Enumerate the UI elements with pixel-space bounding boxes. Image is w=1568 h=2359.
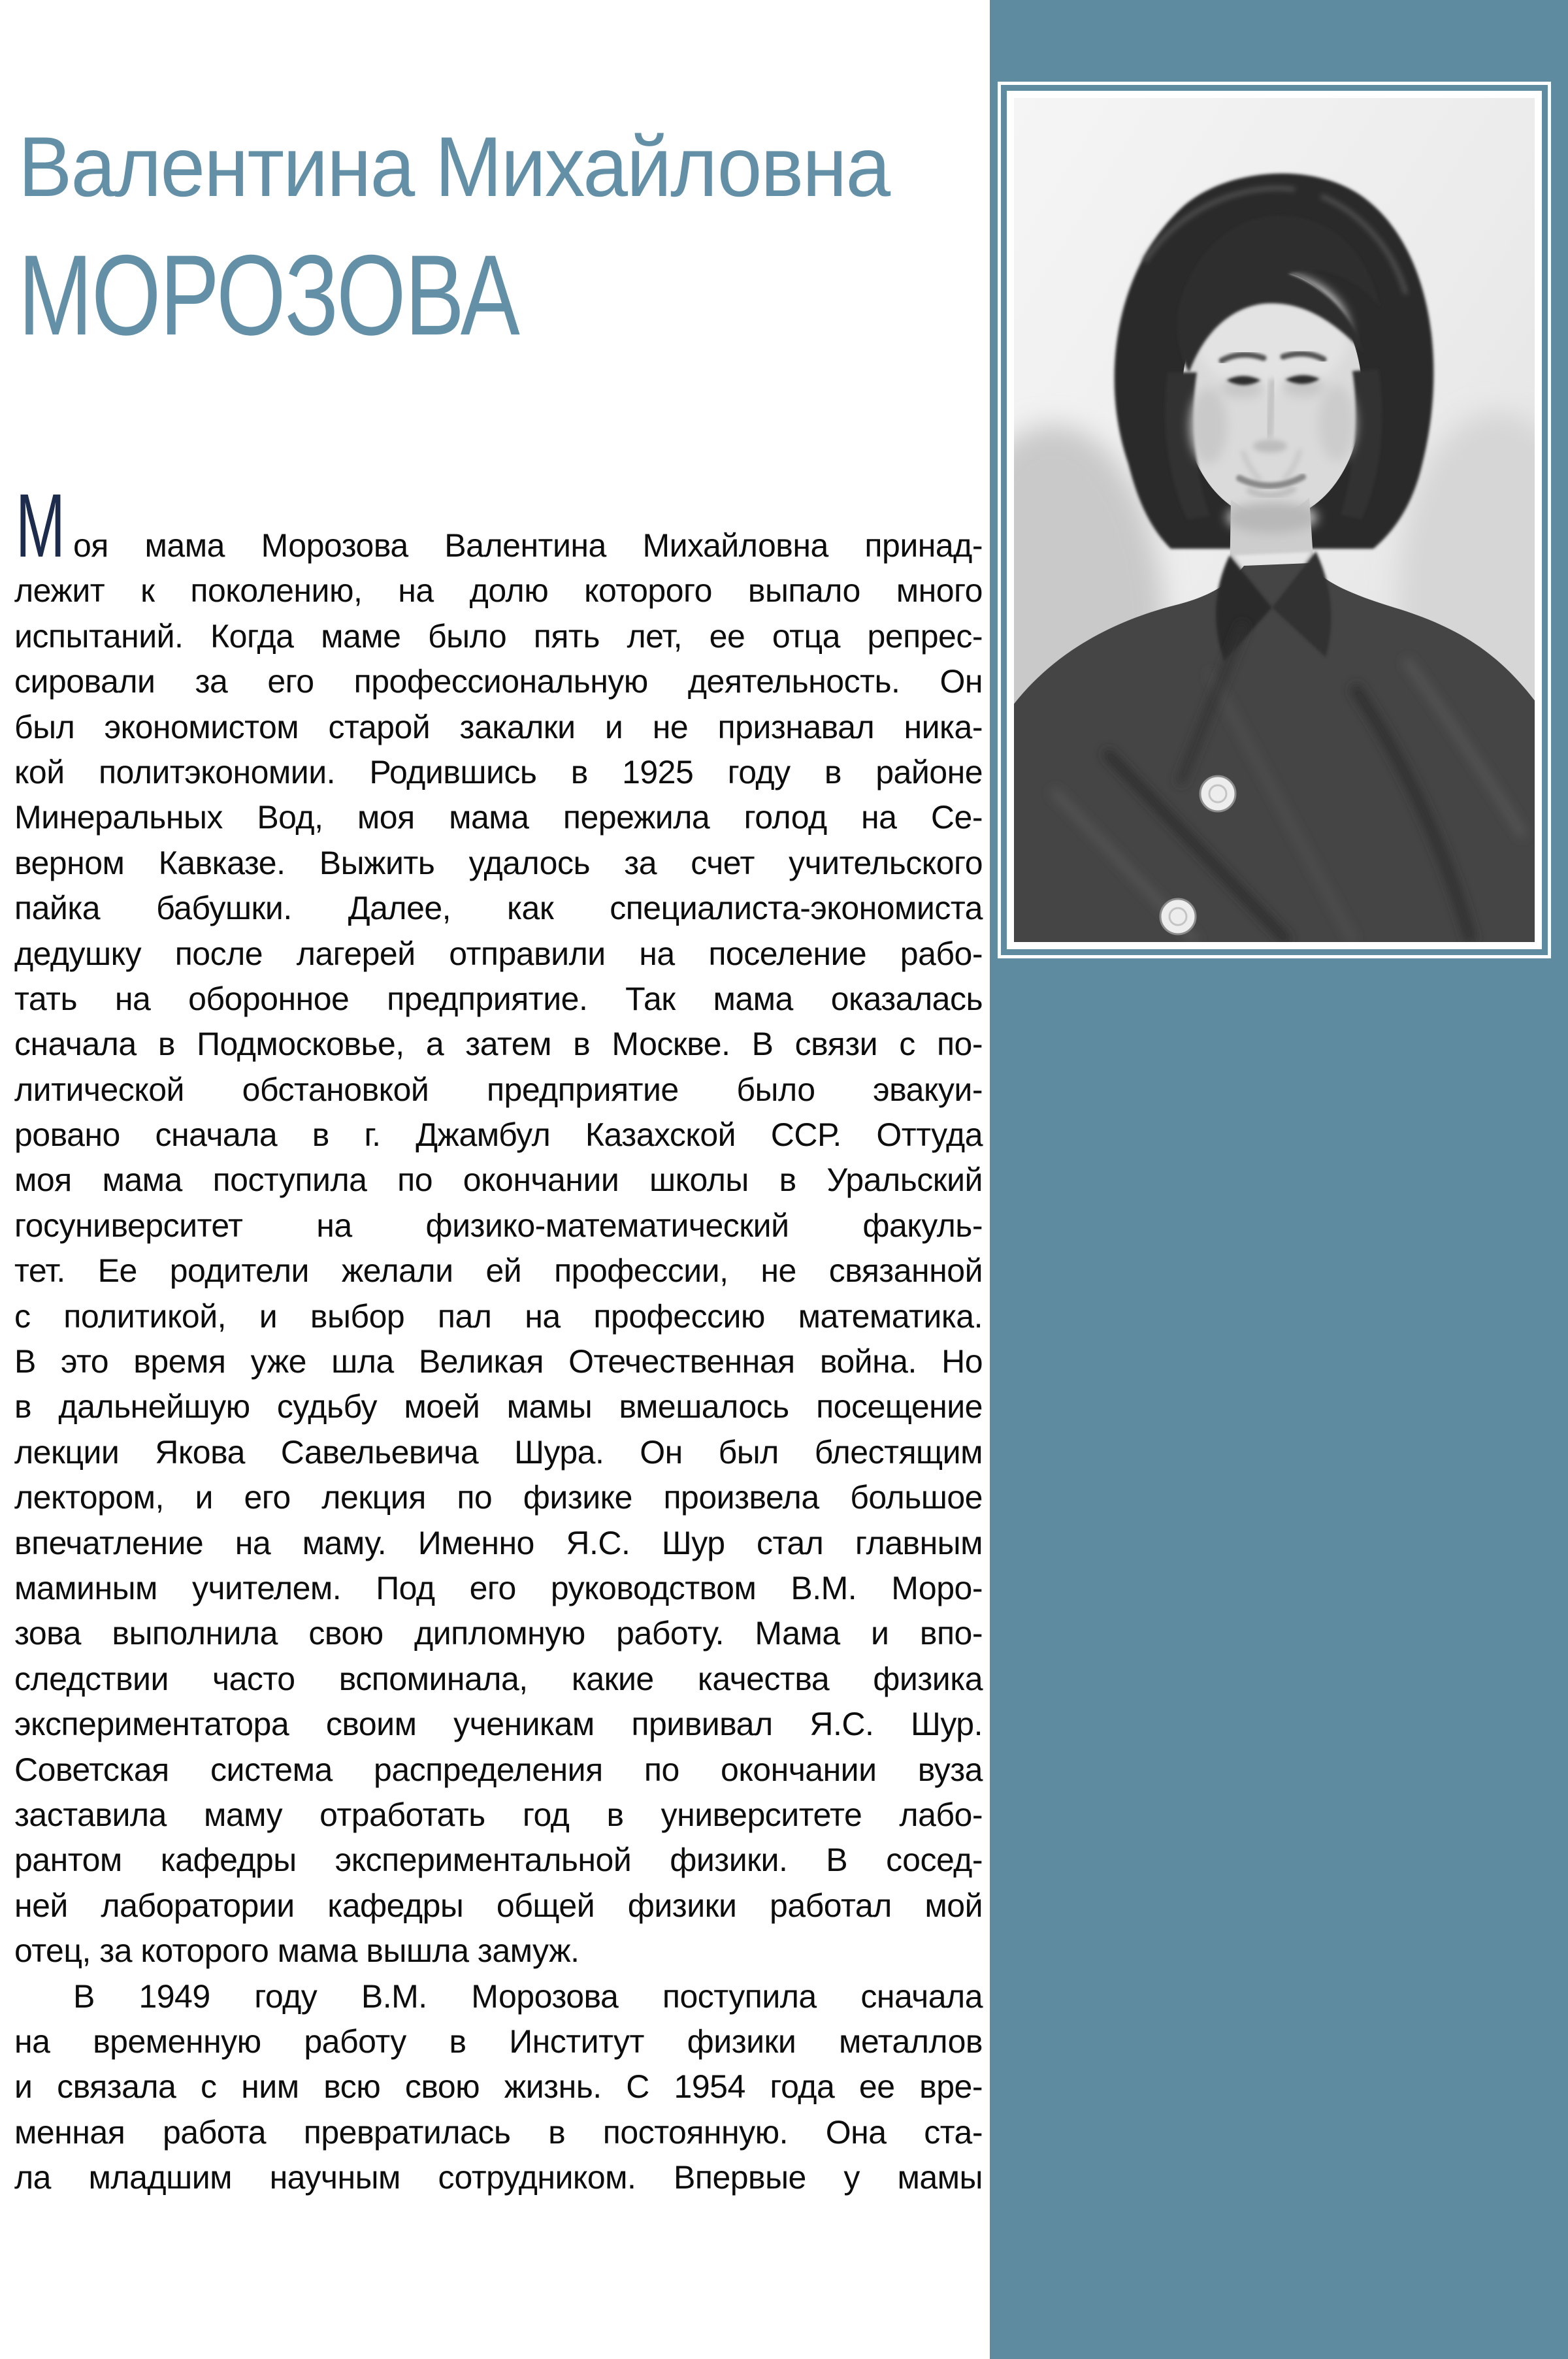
body-line: тет. Ее родители желали ей профессии, не связанной <box>14 1252 983 1290</box>
body-line: В 1949 году В.М. Морозова поступила сначала <box>73 1977 983 2015</box>
portrait-photo-frame <box>998 82 1551 958</box>
body-line: в дальнейшую судьбу моей мамы вмешалось посещение <box>14 1388 983 1425</box>
body-line: пайка бабушки. Далее, как специалиста-экономиста <box>14 890 983 927</box>
coat-button-1 <box>1200 776 1235 811</box>
body-line: ла младшим научным сотрудником. Впервые у мамы <box>14 2159 983 2196</box>
body-line: дедушку после лагерей отправили на поселение рабо- <box>14 935 983 972</box>
body-line: впечатление на маму. Именно Я.С. Шур стал главным <box>14 1524 983 1561</box>
body-line: литической обстановкой предприятие было эвакуи- <box>14 1071 983 1108</box>
body-line: маминым учителем. Под его руководством В.М. Моро- <box>14 1569 983 1606</box>
coat-button-2 <box>1160 899 1196 934</box>
body-line: лектором, и его лекция по физике произвела большое <box>14 1479 983 1516</box>
page-title-first-name: Валентина Михайловна <box>18 119 890 214</box>
body-line: оя мама Морозова Валентина Михайловна принад- <box>73 527 983 564</box>
body-line: на временную работу в Институт физики металлов <box>14 2023 983 2060</box>
body-line: госуниверситет на физико-математический факуль- <box>14 1207 983 1244</box>
body-line: моя мама поступила по окончании школы в Уральский <box>14 1162 983 1199</box>
body-line: экспериментатора своим ученикам прививал Я.С. Шур. <box>14 1706 983 1743</box>
body-line: ровано сначала в г. Джамбул Казахской ССР. Оттуда <box>14 1116 983 1154</box>
body-line: сировали за его профессиональную деятельность. Он <box>14 663 983 700</box>
body-line: тать на оборонное предприятие. Так мама оказалась <box>14 980 983 1017</box>
portrait-photo <box>1014 98 1535 942</box>
body-line: В это время уже шла Великая Отечественная война. Но <box>14 1343 983 1380</box>
body-line: испытаний. Когда маме было пять лет, ее отца репрес- <box>14 617 983 655</box>
body-line: рантом кафедры экспериментальной физики. В сосед- <box>14 1842 983 1879</box>
body-line: ней лаборатории кафедры общей физики работал мой <box>14 1887 983 1924</box>
body-line: сначала в Подмосковье, а затем в Москве. В связи с по- <box>14 1026 983 1063</box>
body-line: верном Кавказе. Выжить удалось за счет учительского <box>14 844 983 881</box>
portrait-photo-matte <box>1007 91 1542 949</box>
body-line: кой политэкономии. Родившись в 1925 году в районе <box>14 753 983 790</box>
body-line: был экономистом старой закалки и не признавал ника- <box>14 708 983 745</box>
body-line: Советская система распределения по окончании вуза <box>14 1751 983 1788</box>
body-line: лекции Якова Савельевича Шура. Он был блестящим <box>14 1433 983 1471</box>
body-line: отец, за которого мама вышла замуж. <box>14 1932 580 1970</box>
dropcap-letter: М <box>16 476 65 576</box>
body-line: зова выполнила свою дипломную работу. Мама и впо- <box>14 1615 983 1652</box>
body-line: с политикой, и выбор пал на профессию математика. <box>14 1297 983 1335</box>
body-line: лежит к поколению, на долю которого выпало много <box>14 572 983 610</box>
body-text <box>14 523 983 2200</box>
body-line: заставила маму отработать год в университете лабо- <box>14 1796 983 1833</box>
body-line: и связала с ним всю свою жизнь. С 1954 года ее вре- <box>14 2068 983 2106</box>
body-line: Минеральных Вод, моя мама пережила голод на Се- <box>14 799 983 836</box>
page-title-surname: МОРОЗОВА <box>18 232 519 359</box>
body-line: менная работа превратилась в постоянную. Она ста- <box>14 2113 983 2151</box>
body-line: следствии часто вспоминала, какие качества физика <box>14 1660 983 1697</box>
